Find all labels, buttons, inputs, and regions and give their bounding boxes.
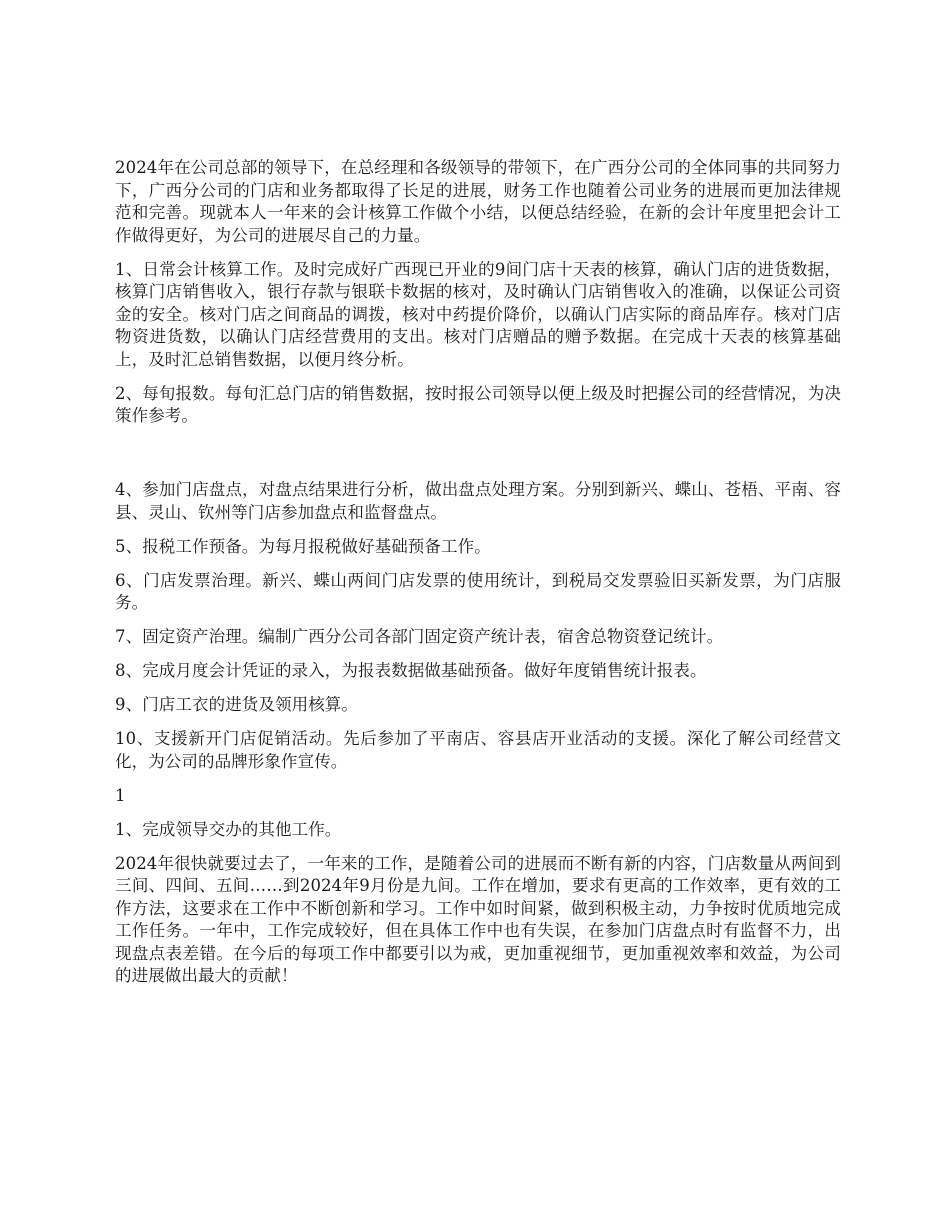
item-9-uniform-accounting: 9、门店工衣的进货及领用核算。 <box>115 695 358 714</box>
item-1-daily-accounting: 1、日常会计核算工作。及时完成好广西现已开业的9间门店十天表的核算，确认门店的进货数据，核算门店销售收入，银行存款与银联卡数据的核对，及时确认门店销售收入的准确，以保证公司资金的安全。核对门店之间商品的调拨，核对中药提价降价，以确认门店实际的商品库存。核对门店物资进货数，以确认门店经营费用的支出。核对门店赠品的赠予数据。在完成十天表的核算基础上，及时汇总销售数据，以便月终分析。 <box>115 259 841 369</box>
item-10-store-promotion: 10、支援新开门店促销活动。先后参加了平南店、容县店开业活动的支援。深化了解公司经营文化，为公司的品牌形象作宣传。 <box>115 729 841 771</box>
blank-gap <box>115 439 841 479</box>
item-other-tasks: 1、完成领导交办的其他工作。 <box>115 819 342 839</box>
item-8-monthly-vouchers: 8、完成月度会计凭证的录入，为报表数据做基础预备。做好年度销售统计报表。 <box>115 661 707 680</box>
item-7-fixed-assets: 7、固定资产治理。编制广西分公司各部门固定资产统计表，宿舍总物资登记统计。 <box>115 627 724 646</box>
intro-paragraph: 2024年在公司总部的领导下，在总经理和各级领导的带领下，在广西分公司的全体同事的共同努力下，广西分公司的门店和业务都取得了长足的进展，财务工作也随着公司业务的进展而更加法律规范和完善。现就本人一年来的会计核算工作做个小结，以便总结经验，在新的会计年度里把会计工作做得更好，为公司的进展尽自己的力量。 <box>115 158 841 245</box>
item-5-tax-preparation: 5、报税工作预备。为每月报税做好基础预备工作。 <box>115 536 491 556</box>
item-2-periodic-reporting: 2、每旬报数。每旬汇总门店的销售数据，按时报公司领导以便上级及时把握公司的经营情况，为决策作参考。 <box>115 383 841 425</box>
page-number: 1 <box>115 785 126 805</box>
closing-paragraph: 2024年很快就要过去了，一年来的工作，是随着公司的进展而不断有新的内容，门店数量从两间到三间、四间、五间……到2024年9月份是九间。工作在增加，要求有更高的工作效率，更有效的工作方法，这要求在工作中不断创新和学习。工作中如时间紧，做到积极主动，力争按时优质地完成工作任务。一年中，工作完成较好，但在具体工作中也有失误，在参加门店盘点时有监督不力，出现盘点表差错。在今后的每项工作中都要引以为戒，更加重视细节，更加重视效率和效益，为公司的进展做出最大的贡献！ <box>115 853 841 985</box>
document-body <box>115 157 841 999</box>
item-6-invoice-management: 6、门店发票治理。新兴、蝶山两间门店发票的使用统计，到税局交发票验旧买新发票，为门店服务。 <box>115 570 841 612</box>
item-4-inventory-check: 4、参加门店盘点，对盘点结果进行分析，做出盘点处理方案。分别到新兴、蝶山、苍梧、平南、容县、灵山、钦州等门店参加盘点和监督盘点。 <box>115 480 841 522</box>
